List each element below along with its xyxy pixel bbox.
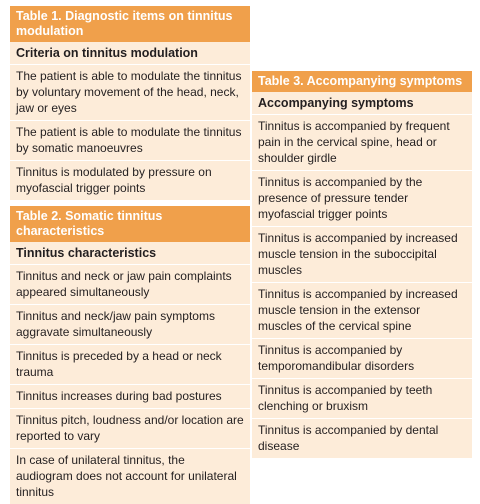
table-2 [10, 206, 250, 504]
table-1-header: Criteria on tinnitus modulation [10, 42, 250, 65]
table-2-row: Tinnitus increases during bad postures [10, 385, 250, 409]
table-2-row: Tinnitus pitch, loudness and/or location are reported to vary [10, 409, 250, 449]
table-3-header: Accompanying symptoms [252, 92, 472, 115]
table-2-header: Tinnitus characteristics [10, 242, 250, 265]
table-1-row: Tinnitus is modulated by pressure on myofascial trigger points [16, 165, 212, 195]
table-3-row: Tinnitus is accompanied by increased muscle tension in the extensor muscles of the cervical spine [252, 283, 472, 339]
table-2-row: Tinnitus is preceded by a head or neck trauma [10, 345, 250, 385]
table-1-row: The patient is able to modulate the tinnitus by voluntary movement of the head, neck, jaw or eyes [10, 65, 250, 121]
table-3-row: Tinnitus is accompanied by dental disease [258, 423, 439, 453]
table-3-row: Tinnitus is accompanied by increased muscle tension in the suboccipital muscles [252, 227, 472, 283]
table-2-row: In case of unilateral tinnitus, the audiogram does not account for unilateral tinnitus [16, 453, 237, 499]
table-2-title: Table 2. Somatic tinnitus characteristics [10, 206, 250, 242]
table-3-row: Tinnitus is accompanied by teeth clenching or bruxism [252, 379, 472, 419]
table-3-row: Tinnitus is accompanied by frequent pain in the cervical spine, head or shoulder girdle [252, 115, 472, 171]
table-3-row: Tinnitus is accompanied by the presence of pressure tender myofascial trigger points [252, 171, 472, 227]
table-2-row: Tinnitus and neck/jaw pain symptoms aggravate simultaneously [10, 305, 250, 345]
table-1-row: The patient is able to modulate the tinnitus by somatic manoeuvres [10, 121, 250, 161]
table-3 [252, 71, 472, 458]
table-3-row: Tinnitus is accompanied by temporomandibular disorders [252, 339, 472, 379]
table-2-row: Tinnitus and neck or jaw pain complaints appeared simultaneously [10, 265, 250, 305]
table-1 [10, 6, 250, 200]
table-3-title: Table 3. Accompanying symptoms [252, 71, 472, 92]
table-1-title: Table 1. Diagnostic items on tinnitus modulation [10, 6, 250, 42]
